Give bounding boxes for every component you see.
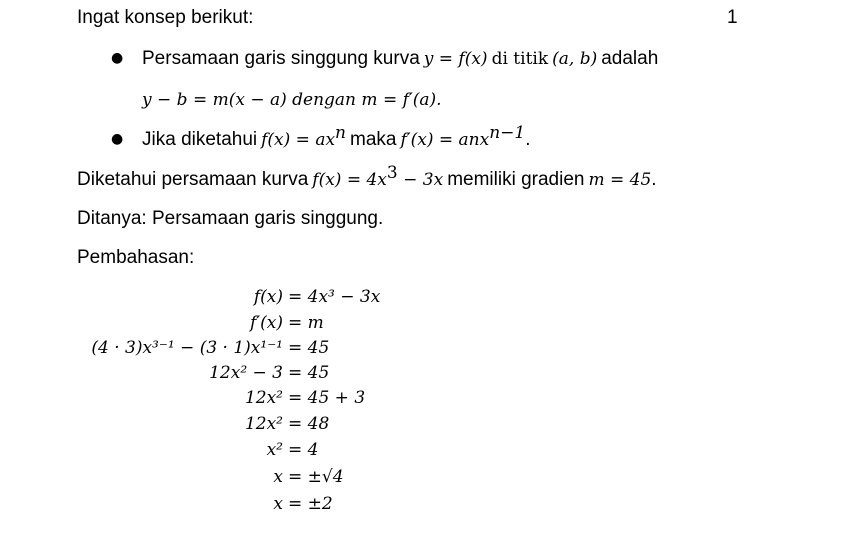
bullet-icon: ● [111, 50, 124, 66]
concept-1-math-b: (a, b) [552, 49, 598, 69]
concept-2-text-a: Jika diketahui [142, 129, 258, 150]
step-rhs: = 45 + 3 [288, 388, 366, 408]
concept-item-2 [142, 123, 531, 153]
step-lhs: x [273, 467, 283, 487]
step-rhs: = 4x³ − 3x [288, 287, 381, 307]
step-rhs: = ±2 [288, 494, 333, 514]
step-lhs: f(x) [253, 287, 283, 307]
given-text-a: Diketahui persamaan kurva [77, 169, 309, 190]
step-lhs: f′(x) [249, 313, 283, 333]
solution-label: Pembahasan: [77, 247, 195, 268]
given-statement [77, 163, 657, 193]
step-lhs: 12x² [244, 414, 283, 434]
concept-1-text-c: adalah [601, 48, 659, 69]
step-lhs: 12x² [244, 388, 283, 408]
step-rhs: = 48 [288, 414, 330, 434]
bullet-icon: ● [111, 131, 124, 147]
step-lhs: (4 · 3)x³⁻¹ − (3 · 1)x¹⁻¹ [91, 338, 283, 358]
concept-1-text-a: Persamaan garis singgung kurva [142, 48, 420, 69]
concept-1-text-b: di titik [491, 49, 549, 69]
page-number: 1 [727, 7, 738, 28]
step-rhs: = 45 [288, 363, 330, 383]
section-title: Ingat konsep berikut: [77, 7, 254, 28]
step-lhs: x² [266, 440, 283, 460]
step-rhs: = 45 [288, 338, 330, 358]
step-lhs: 12x² − 3 [209, 363, 283, 383]
given-text-b: memiliki gradien [447, 169, 585, 190]
given-math-a: f(x) = 4x [312, 170, 387, 190]
concept-2-math-b: f′(x) = anx [400, 130, 490, 150]
step-rhs: = m [288, 313, 324, 333]
concept-1-math-a: y = f(x) [423, 49, 488, 69]
concept-2-text-b: maka [350, 129, 397, 150]
concept-1-formula: y − b = m(x − a) dengan m = f′(a). [142, 90, 442, 110]
concept-2-math-a: f(x) = ax [261, 130, 336, 150]
concept-item-1 [142, 47, 658, 72]
given-math-a-tail: − 3x [397, 170, 444, 190]
step-lhs: x [273, 494, 283, 514]
step-rhs: = ±√4 [288, 467, 344, 487]
given-end: . [651, 169, 657, 190]
step-rhs: = 4 [288, 440, 319, 460]
concept-2-math-a-exp: n [335, 123, 346, 143]
question-text: Ditanya: Persamaan garis singgung. [77, 208, 384, 229]
concept-2-end: . [525, 129, 531, 150]
concept-2-math-b-exp: n−1 [489, 123, 526, 143]
given-math-b: m = 45 [588, 170, 652, 190]
given-math-a-exp: 3 [386, 163, 398, 183]
